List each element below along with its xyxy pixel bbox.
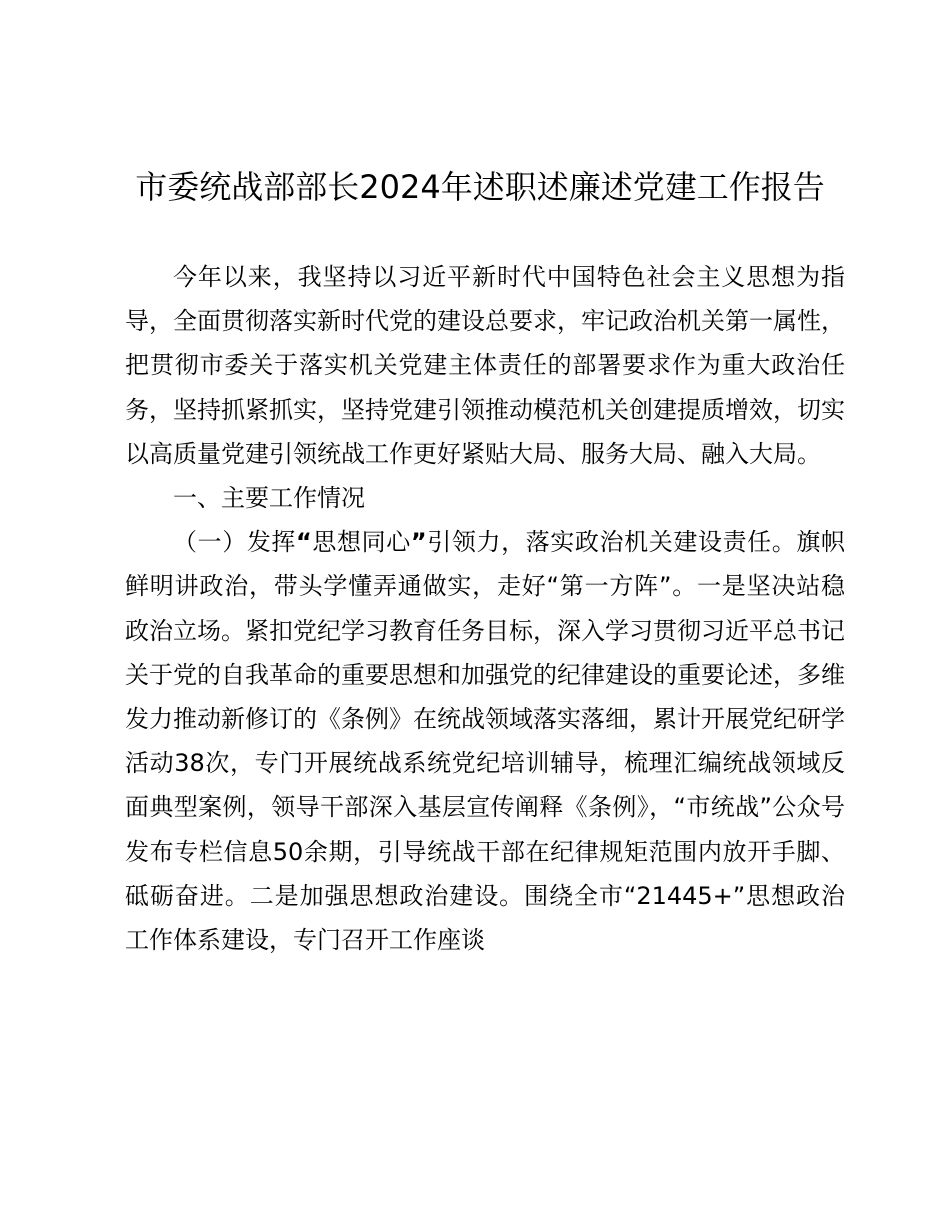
quote-open-mark: “ <box>296 528 312 557</box>
subsection-quote-text: 思想同心 <box>311 528 411 557</box>
subsection-prefix: （一）发挥 <box>173 528 297 557</box>
intro-paragraph: 今年以来，我坚持以习近平新时代中国特色社会主义思想为指导，全面贯彻落实新时代党的建设总要求，牢记政治机关第一属性，把贯彻市委关于落实机关党建主体责任的部署要求作为重大政治任务，坚持抓紧抓实，坚持党建引领推动模范机关创建提质增效，切实以高质量党建引领统战工作更好紧贴大局、服务大局、融入大局。 <box>125 263 845 468</box>
document-body <box>125 255 845 962</box>
document-title: 市委统战部部长2024年述职述廉述党建工作报告 <box>135 168 825 206</box>
subsection-paragraph <box>125 520 845 962</box>
quote-close-mark: ” <box>410 528 427 557</box>
subsection-body-text: 引领力，落实政治机关建设责任。旗帜鲜明讲政治，带头学懂弄通做实，走好“第一方阵”。一是坚决站稳政治立场。紧扣党纪学习教育任务目标，深入学习贯彻习近平总书记关于党的自我革命的重要思想和加强党的纪律建设的重要论述，多维发力推动新修订的《条例》在统战领域落实落细，累计开展党纪研学活动38次，专门开展统战系统党纪培训辅导，梳理汇编统战领域反面典型案例，领导干部深入基层宣传阐释《条例》，“市统战”公众号发布专栏信息50余期，引导统战干部在纪律规矩范围内放开手脚、砥砺奋进。二是加强思想政治建设。围绕全市“21445+”思想政治工作体系建设，专门召开工作座谈 <box>125 528 846 955</box>
section-heading: 一、主要工作情况 <box>173 484 365 513</box>
